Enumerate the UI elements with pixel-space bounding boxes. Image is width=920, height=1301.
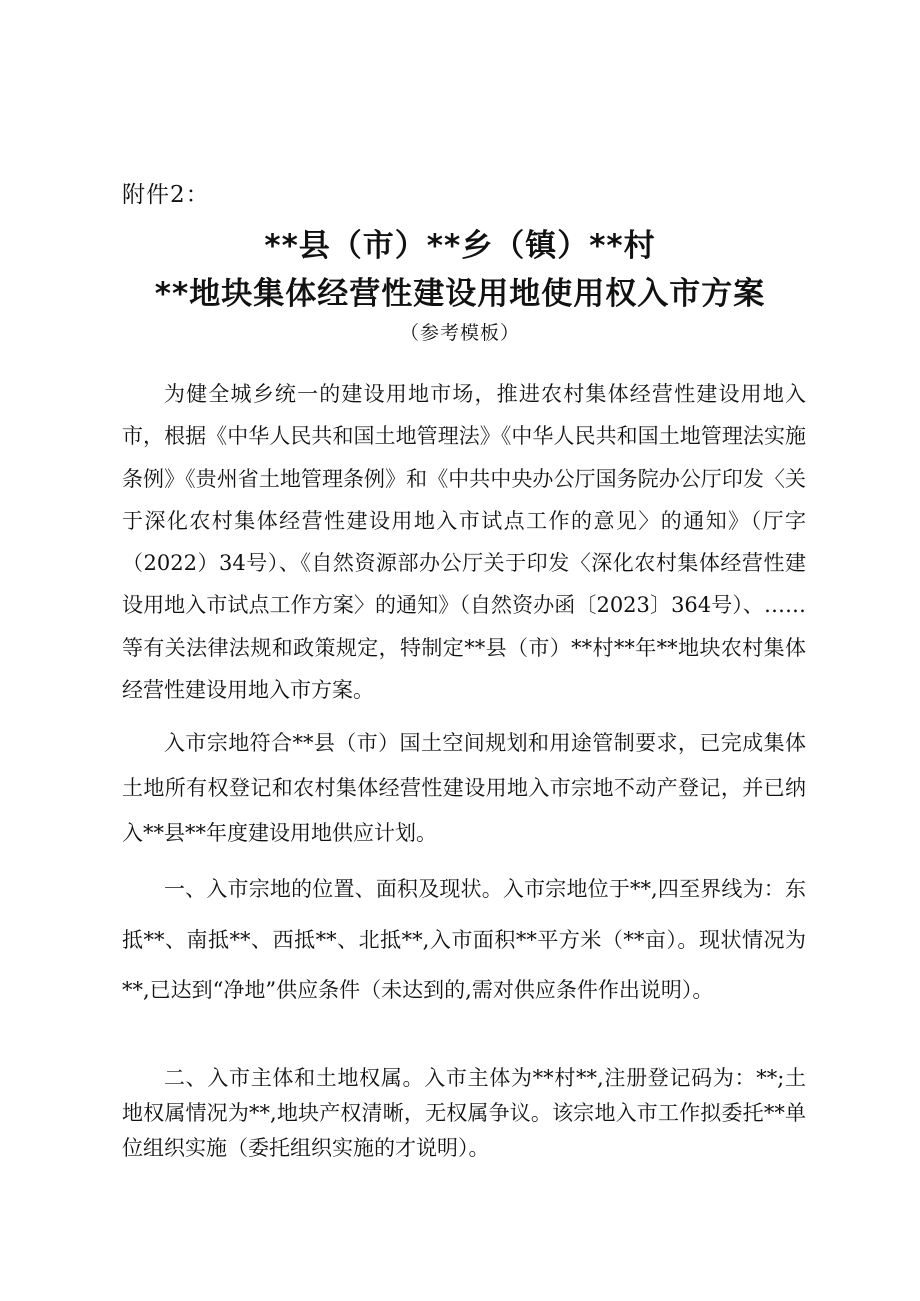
- paragraph-compliance: 入市宗地符合**县（市）国土空间规划和用途管制要求，已完成集体土地所有权登记和农村集体经营性建设用地入市宗地不动产登记，并已纳入**县**年度建设用地供应计划。: [122, 731, 806, 845]
- paragraph-intro: 为健全城乡统一的建设用地市场，推进农村集体经营性建设用地入市，根据《中华人民共和国土地管理法》《中华人民共和国土地管理法实施条例》《贵州省土地管理条例》和《中共中央办公厅国务院办公厅印发〈关于深化农村集体经营性建设用地入市试点工作的意见〉的通知》（厅字（2022）34号）、《自然资源部办公厅关于印发〈深化农村集体经营性建设用地入市试点工作方案〉的通知》（自然资办函〔2023〕364号）、……等有关法律法规和政策规定，特制定**县（市）**村**年**地块农村集体经营性建设用地入市方案。: [122, 382, 806, 703]
- paragraph-section-1: 一、入市宗地的位置、面积及现状。入市宗地位于**,四至界线为：东抵**、南抵**、西抵**、北抵**,入市面积**平方米（**亩）。现状情况为**,已达到“净地”供应条件（未达到的,需对供应条件作出说明）。: [122, 877, 806, 1002]
- paragraph-section-2: 二、入市主体和土地权属。入市主体为**村**,注册登记码为：**;土地权属情况为**,地块产权清晰，无权属争议。该宗地入市工作拟委托**单位组织实施（委托组织实施的才说明）。: [122, 1066, 806, 1160]
- attachment-label: 附件2：: [122, 182, 210, 208]
- document-subtitle: （参考模板）: [399, 322, 520, 344]
- document-title-line-2: **地块集体经营性建设用地使用权入市方案: [154, 276, 766, 312]
- document-title-line-1: **县（市）**乡（镇）**村: [264, 228, 656, 264]
